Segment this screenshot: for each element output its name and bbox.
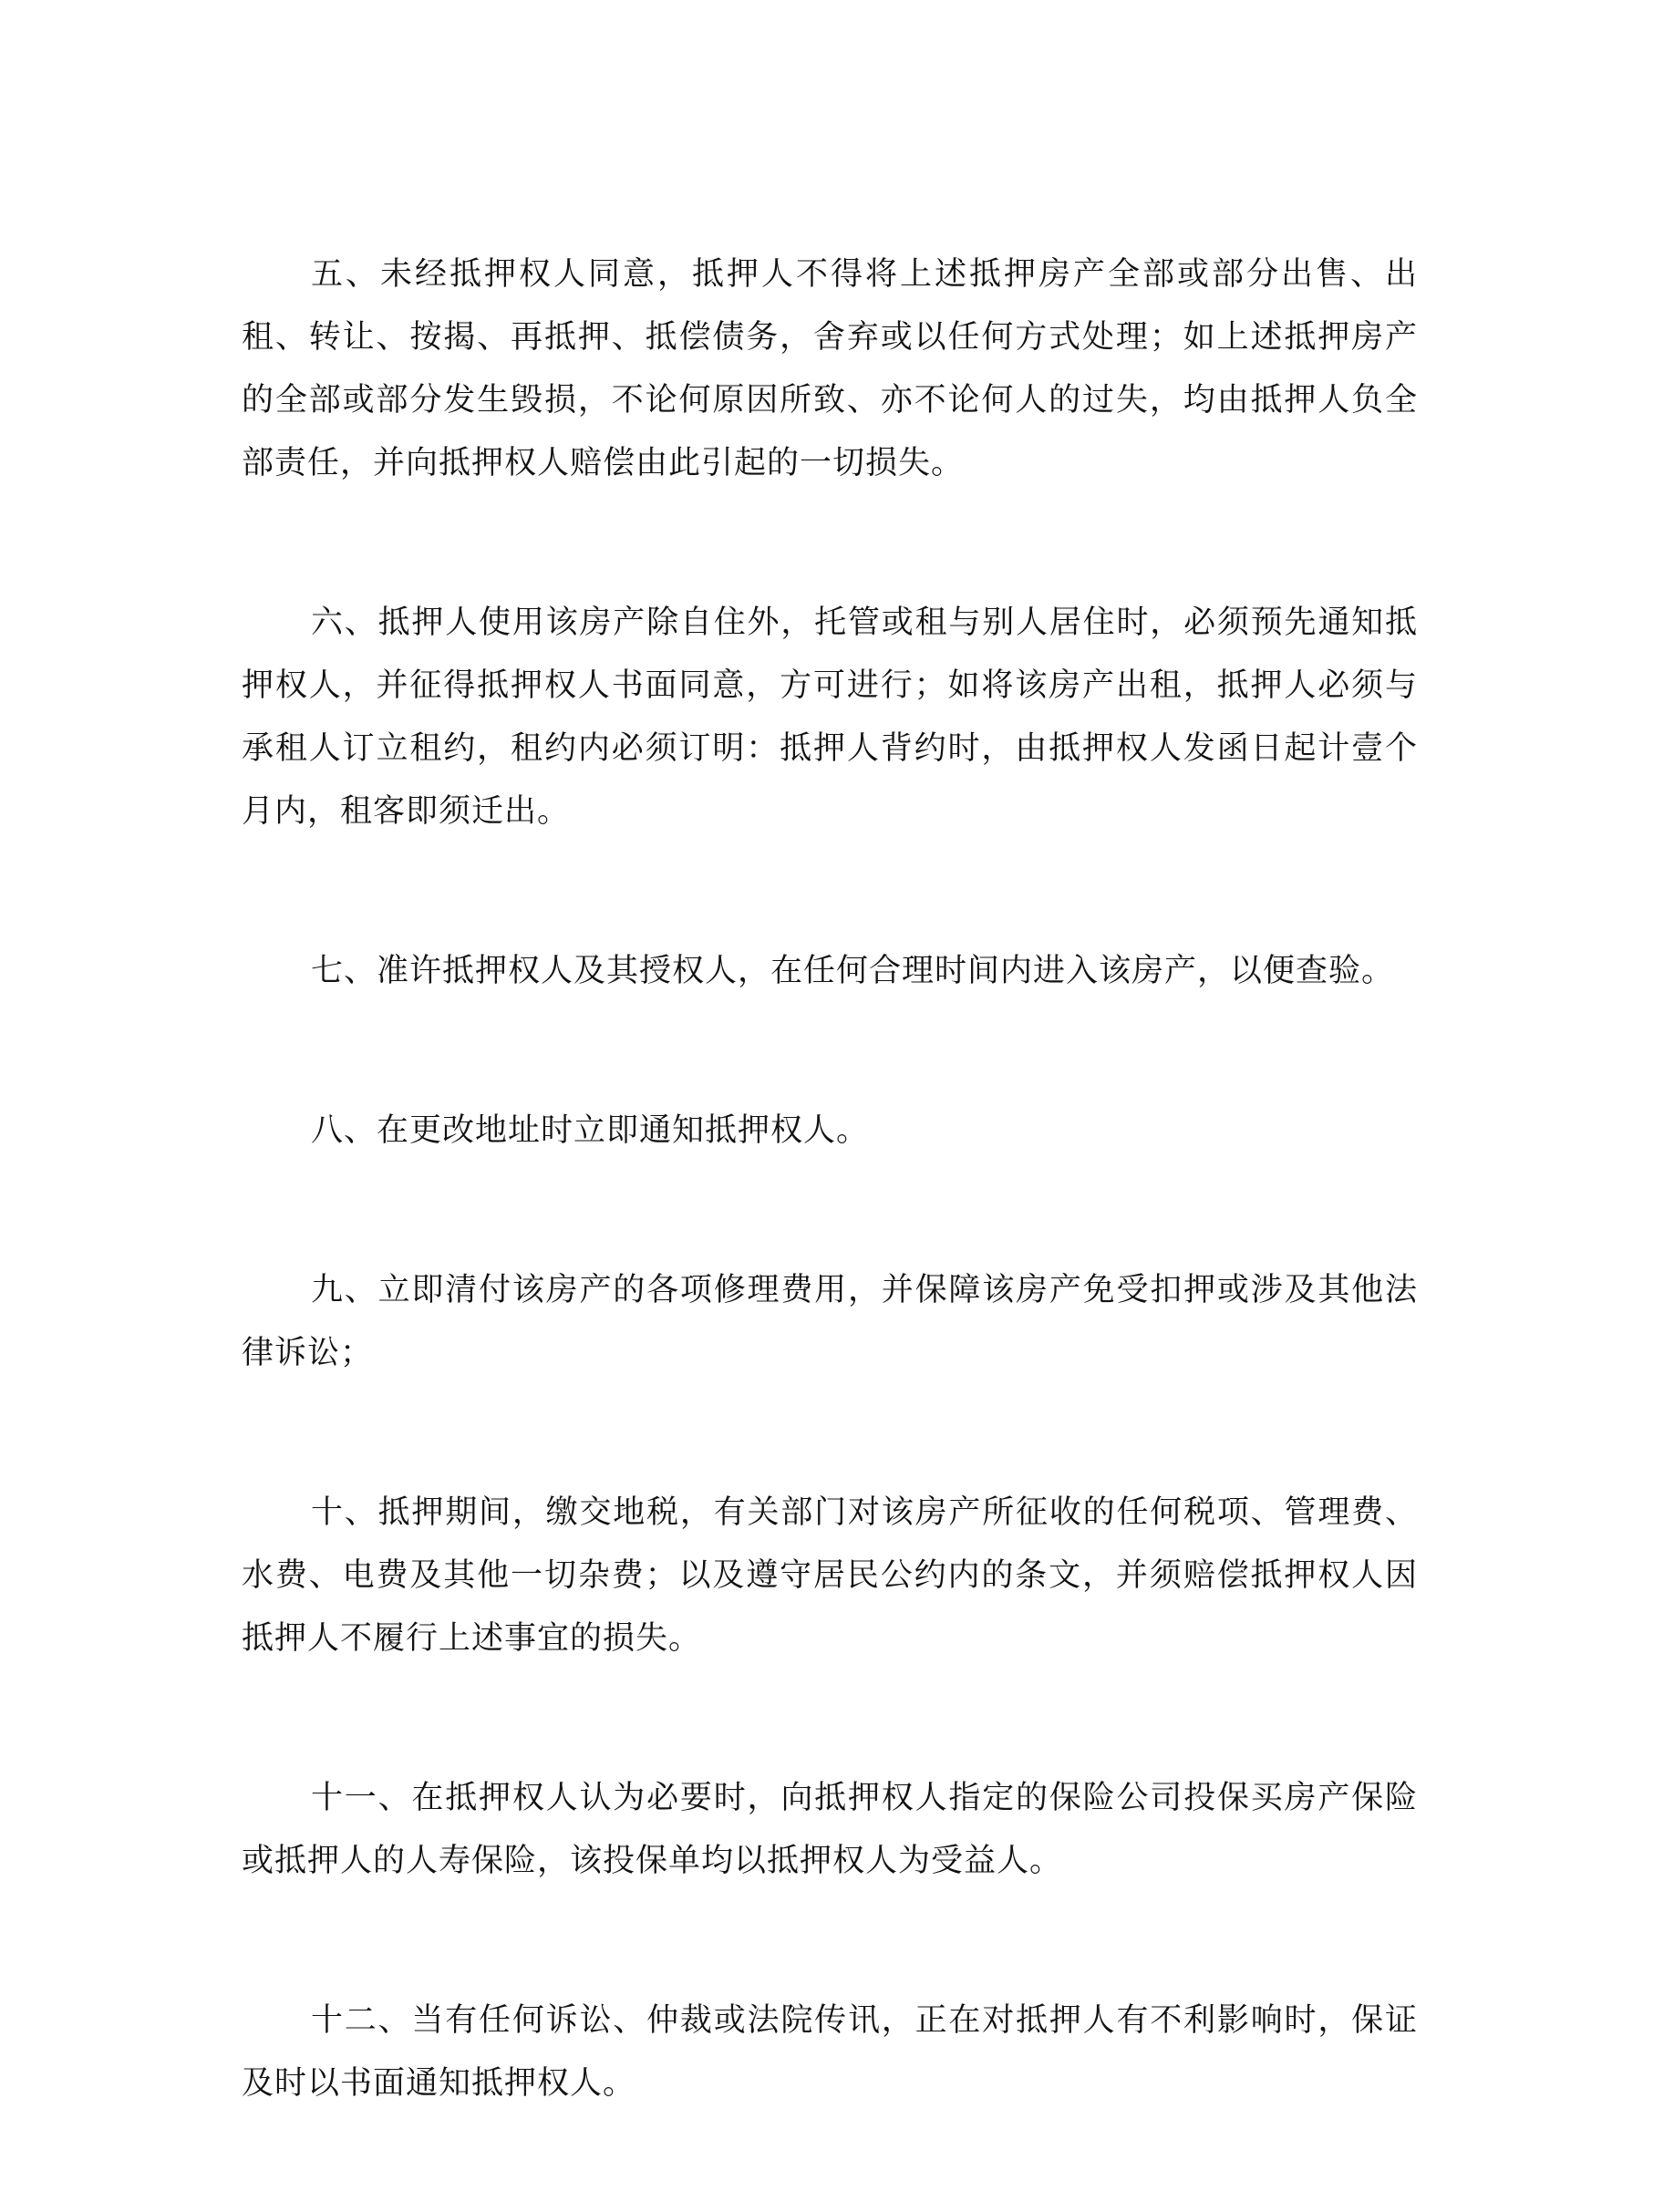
- clause-10: 十、抵押期间，缴交地税，有关部门对该房产所征收的任何税项、管理费、水费、电费及其他一切杂费；以及遵守居民公约内的条文，并须赔偿抵押权人因抵押人不履行上述事宜的损失。: [242, 1494, 1418, 1657]
- clause-12: 十二、当有任何诉讼、仲裁或法院传讯，正在对抵押人有不利影响时，保证及时以书面通知抵押权人。: [242, 2002, 1418, 2102]
- clause-5: 五、未经抵押权人同意，抵押人不得将上述抵押房产全部或部分出售、出租、转让、按揭、再抵押、抵偿债务，舍弃或以任何方式处理；如上述抵押房产的全部或部分发生毁损，不论何原因所致、亦不论何人的过失，均由抵押人负全部责任，并向抵押权人赔偿由此引起的一切损失。: [242, 256, 1418, 481]
- clause-9: 九、立即清付该房产的各项修理费用，并保障该房产免受扣押或涉及其他法律诉讼；: [242, 1272, 1418, 1371]
- clause-6: 六、抵押人使用该房产除自住外，托管或租与别人居住时，必须预先通知抵押权人，并征得抵押权人书面同意，方可进行；如将该房产出租，抵押人必须与承租人订立租约，租约内必须订明：抵押人背约时，由抵押权人发函日起计壹个月内，租客即须迁出。: [242, 605, 1418, 830]
- document-body: [242, 243, 1418, 2212]
- clause-7: 七、准许抵押权人及其授权人，在任何合理时间内进入该房产，以便查验。: [311, 953, 1395, 989]
- clause-11: 十一、在抵押权人认为必要时，向抵押权人指定的保险公司投保买房产保险或抵押人的人寿保险，该投保单均以抵押权人为受益人。: [242, 1780, 1418, 1879]
- clause-8: 八、在更改地址时立即通知抵押权人。: [311, 1112, 870, 1149]
